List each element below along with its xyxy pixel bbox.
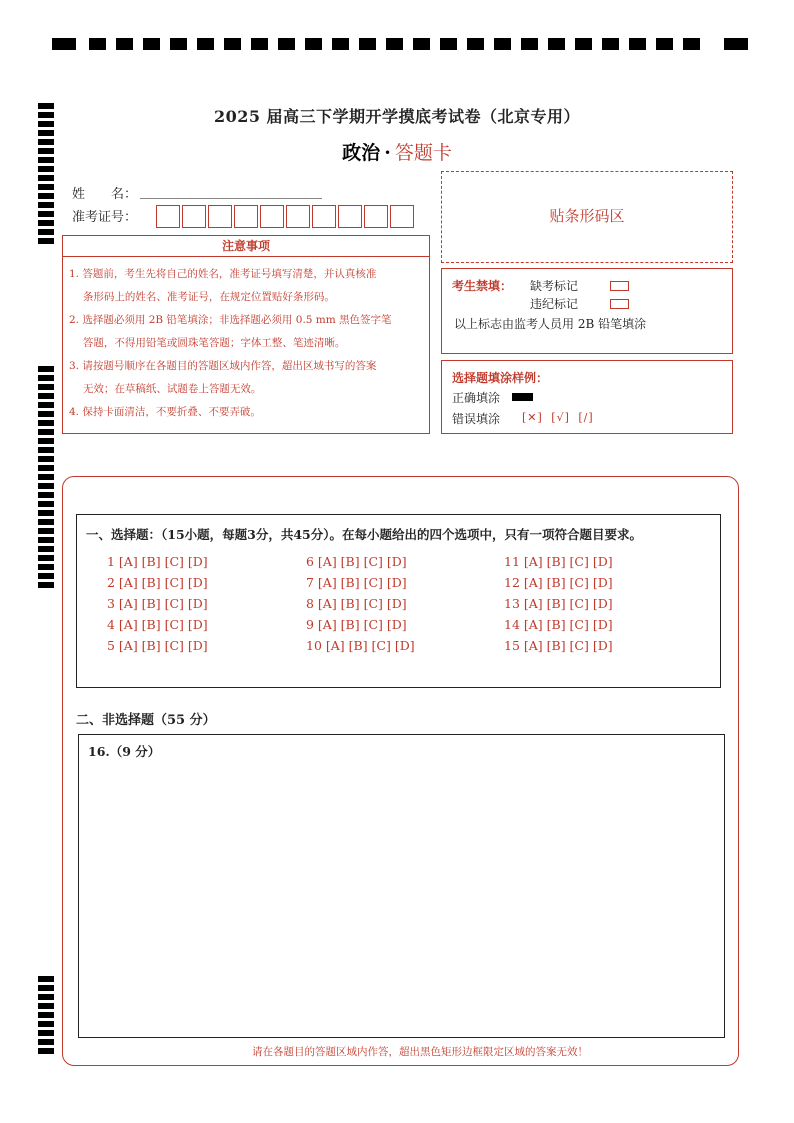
timing-mark [38,211,54,217]
fill-sample-title: 选择题填涂样例： [452,371,549,385]
notice-title: 注意事项 [62,235,430,257]
timing-mark [38,375,54,381]
exam-id-digit-box[interactable] [156,205,180,228]
timing-mark [197,38,214,50]
timing-mark [38,985,54,991]
timing-mark [38,456,54,462]
timing-mark [38,519,54,525]
timing-mark [251,38,268,50]
timing-mark [724,38,748,50]
timing-mark [38,411,54,417]
choice-row[interactable]: 6 [A] [B] [C] [D] [306,554,407,569]
timing-mark [38,1030,54,1036]
timing-mark [38,384,54,390]
answer-card-label: 答题卡 [394,142,452,164]
question-16-label: 16.（9 分） [88,744,161,759]
exam-id-digit-box[interactable] [390,205,414,228]
absent-mark-label: 缺考标记 [530,279,579,293]
timing-mark [656,38,673,50]
wrong-fill-examples: [✕] [√] [/] [522,411,594,424]
timing-mark [467,38,484,50]
timing-mark [38,447,54,453]
subject-name: 政治 [342,142,381,164]
choice-column-1 [107,551,208,656]
notice-item: 2. 选择题必须用 2B 铅笔填涂；非选择题必须用 0.5 mm 黑色签字笔 [69,314,392,326]
left-timing-marks-middle [38,366,54,591]
timing-mark [38,501,54,507]
timing-mark [38,420,54,426]
choice-row[interactable]: 4 [A] [B] [C] [D] [107,617,208,632]
exam-id-digit-box[interactable] [208,205,232,228]
timing-mark [38,1012,54,1018]
timing-mark [494,38,511,50]
timing-mark [38,202,54,208]
choice-row[interactable]: 10 [A] [B] [C] [D] [306,638,415,653]
violation-mark-label: 违纪标记 [530,297,579,311]
timing-mark [38,537,54,543]
absent-mark-box[interactable] [610,281,629,291]
timing-mark [38,528,54,534]
timing-mark [224,38,241,50]
exam-id-boxes [156,205,416,228]
notice-item: 无效；在草稿纸、试题卷上答题无效。 [69,383,262,395]
name-input-line[interactable] [140,198,322,199]
correct-fill-example [512,393,533,401]
notice-list [62,257,430,434]
timing-mark [38,393,54,399]
timing-mark [38,465,54,471]
timing-mark [38,166,54,172]
choice-row[interactable]: 9 [A] [B] [C] [D] [306,617,407,632]
timing-mark [38,976,54,982]
exam-id-digit-box[interactable] [364,205,388,228]
timing-mark [38,474,54,480]
choice-column-3 [504,551,613,656]
timing-mark [521,38,538,50]
violation-mark-box[interactable] [610,299,629,309]
timing-mark [38,546,54,552]
timing-mark [38,1003,54,1009]
exam-id-digit-box[interactable] [260,205,284,228]
choice-row[interactable]: 8 [A] [B] [C] [D] [306,596,407,611]
timing-mark [305,38,322,50]
choice-row[interactable]: 12 [A] [B] [C] [D] [504,575,613,590]
examiner-only-note: 以上标志由监考人员用 2B 铅笔填涂 [454,317,647,331]
choice-row[interactable]: 11 [A] [B] [C] [D] [504,554,613,569]
notice-item: 1. 答题前，考生先将自己的姓名，准考证号填写清楚，并认真核准 [69,268,377,280]
timing-mark [683,38,700,50]
wrong-fill-label: 错误填涂 [452,412,501,426]
timing-mark [38,483,54,489]
choice-row[interactable]: 15 [A] [B] [C] [D] [504,638,613,653]
title-separator: · [384,142,391,164]
choice-column-2 [306,551,415,656]
exam-id-digit-box[interactable] [182,205,206,228]
examiner-only-box [441,268,733,354]
timing-mark [38,175,54,181]
exam-id-label: 准考证号： [72,210,138,225]
timing-mark [38,438,54,444]
timing-mark [38,555,54,561]
question-16-answer-box[interactable] [78,734,725,1038]
exam-id-digit-box[interactable] [286,205,310,228]
choice-row[interactable]: 14 [A] [B] [C] [D] [504,617,613,632]
timing-mark [38,366,54,372]
timing-mark [52,38,76,50]
timing-mark [38,130,54,136]
choice-row[interactable]: 7 [A] [B] [C] [D] [306,575,407,590]
timing-mark [38,220,54,226]
notice-item: 答题，不得用铅笔或圆珠笔答题；字体工整、笔迹清晰。 [69,337,346,349]
timing-mark [38,582,54,588]
choice-row[interactable]: 13 [A] [B] [C] [D] [504,596,613,611]
timing-mark [386,38,403,50]
timing-mark [278,38,295,50]
timing-mark [413,38,430,50]
notice-item: 条形码上的姓名、准考证号，在规定位置贴好条形码。 [69,291,335,303]
timing-mark [575,38,592,50]
timing-mark [38,238,54,244]
exam-title: 2025 届高三下学期开学摸底考试卷（北京专用） [213,107,581,126]
timing-mark [116,38,133,50]
timing-mark [359,38,376,50]
timing-mark [38,564,54,570]
timing-mark [38,429,54,435]
timing-mark [440,38,457,50]
exam-id-digit-box[interactable] [234,205,258,228]
timing-mark [38,229,54,235]
multiple-choice-title: 一、选择题：（15小题，每题3分，共45分）。在每小题给出的四个选项中，只有一项符合题目要求。 [86,527,642,542]
name-label: 姓 名： [72,187,138,202]
notice-item: 4. 保持卡面清洁，不要折叠、不要弄破。 [69,406,261,418]
exam-id-digit-box[interactable] [338,205,362,228]
timing-mark [332,38,349,50]
subject-line [0,138,794,165]
examiner-only-label: 考生禁填： [452,279,513,293]
choice-row[interactable]: 3 [A] [B] [C] [D] [107,596,208,611]
top-timing-marks [52,38,750,52]
footer-warning: 请在各题目的答题区域内作答，超出黑色矩形边框限定区域的答案无效！ [252,1046,588,1058]
timing-mark [38,492,54,498]
timing-mark [38,184,54,190]
choice-row[interactable]: 2 [A] [B] [C] [D] [107,575,208,590]
timing-mark [170,38,187,50]
correct-fill-label: 正确填涂 [452,391,501,405]
non-choice-title: 二、非选择题（55 分） [76,713,216,728]
exam-id-digit-box[interactable] [312,205,336,228]
timing-mark [38,193,54,199]
timing-mark [38,1021,54,1027]
fill-sample-box [441,360,733,434]
timing-mark [602,38,619,50]
barcode-area[interactable]: 贴条形码区 [441,171,733,263]
timing-mark [38,573,54,579]
timing-mark [629,38,646,50]
notice-item: 3. 请按题号顺序在各题目的答题区域内作答，超出区域书写的答案 [69,360,377,372]
timing-mark [38,994,54,1000]
timing-mark [548,38,565,50]
timing-mark [143,38,160,50]
timing-mark [89,38,106,50]
timing-mark [38,510,54,516]
timing-mark [38,402,54,408]
choice-row[interactable]: 5 [A] [B] [C] [D] [107,638,208,653]
choice-row[interactable]: 1 [A] [B] [C] [D] [107,554,208,569]
